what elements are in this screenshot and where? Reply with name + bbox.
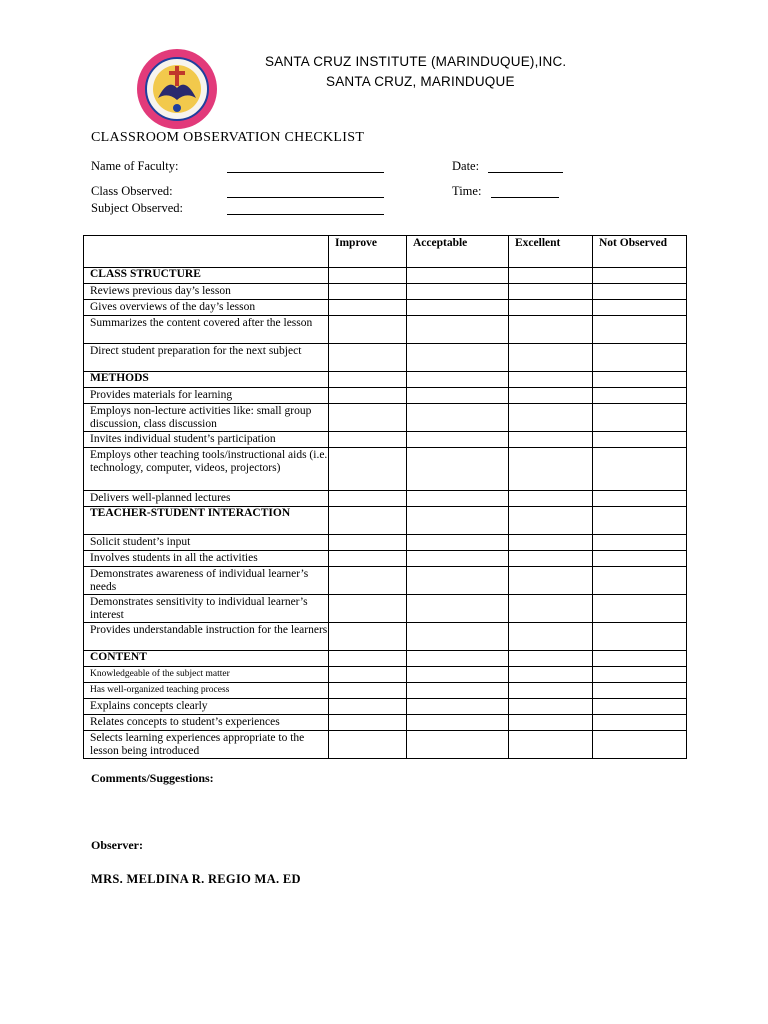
rating-cell[interactable] xyxy=(407,404,509,432)
rating-cell xyxy=(407,372,509,388)
column-header: Excellent xyxy=(509,236,593,268)
criterion-label: Demonstrates awareness of individual learner’s needs xyxy=(84,567,329,595)
rating-cell[interactable] xyxy=(329,551,407,567)
rating-cell[interactable] xyxy=(329,404,407,432)
rating-cell[interactable] xyxy=(407,300,509,316)
rating-cell[interactable] xyxy=(329,284,407,300)
institution-name: SANTA CRUZ INSTITUTE (MARINDUQUE),INC. xyxy=(265,54,567,69)
rating-cell[interactable] xyxy=(593,567,687,595)
section-heading: CONTENT xyxy=(84,651,329,667)
criterion-label: Involves students in all the activities xyxy=(84,551,329,567)
rating-cell xyxy=(593,372,687,388)
rating-cell[interactable] xyxy=(509,715,593,731)
criterion-label: Employs other teaching tools/instructional aids (i.e. technology, computer, videos, projectors) xyxy=(84,448,329,491)
rating-cell[interactable] xyxy=(593,284,687,300)
institution-address: SANTA CRUZ, MARINDUQUE xyxy=(326,74,515,89)
criteria-header xyxy=(84,236,329,268)
rating-cell[interactable] xyxy=(407,699,509,715)
rating-cell[interactable] xyxy=(407,448,509,491)
rating-cell[interactable] xyxy=(329,316,407,344)
rating-cell[interactable] xyxy=(593,551,687,567)
faculty-field[interactable] xyxy=(227,172,384,173)
rating-cell[interactable] xyxy=(509,284,593,300)
rating-cell[interactable] xyxy=(329,699,407,715)
rating-cell xyxy=(407,651,509,667)
table-row xyxy=(84,404,687,432)
rating-cell[interactable] xyxy=(407,731,509,759)
rating-cell[interactable] xyxy=(407,344,509,372)
rating-cell[interactable] xyxy=(407,432,509,448)
table-row xyxy=(84,731,687,759)
rating-cell[interactable] xyxy=(509,432,593,448)
rating-cell[interactable] xyxy=(509,344,593,372)
rating-cell[interactable] xyxy=(407,491,509,507)
criterion-label: Knowledgeable of the subject matter xyxy=(84,667,329,683)
rating-cell[interactable] xyxy=(509,683,593,699)
subject-label: Subject Observed: xyxy=(91,201,183,215)
rating-cell[interactable] xyxy=(509,699,593,715)
table-row xyxy=(84,699,687,715)
date-label: Date: xyxy=(452,159,480,173)
rating-cell[interactable] xyxy=(329,595,407,623)
table-row xyxy=(84,388,687,404)
rating-cell[interactable] xyxy=(329,388,407,404)
table-row xyxy=(84,344,687,372)
form-title: CLASSROOM OBSERVATION CHECKLIST xyxy=(91,130,365,145)
criterion-label: Employs non-lecture activities like: small group discussion, class discussion xyxy=(84,404,329,432)
rating-cell xyxy=(407,507,509,535)
rating-cell[interactable] xyxy=(329,715,407,731)
table-row xyxy=(84,448,687,491)
rating-cell[interactable] xyxy=(407,388,509,404)
rating-cell[interactable] xyxy=(407,551,509,567)
table-row xyxy=(84,551,687,567)
section-heading: TEACHER-STUDENT INTERACTION xyxy=(84,507,329,535)
section-heading: CLASS STRUCTURE xyxy=(84,268,329,284)
rating-cell[interactable] xyxy=(407,683,509,699)
rating-cell xyxy=(407,268,509,284)
table-row xyxy=(84,284,687,300)
rating-cell[interactable] xyxy=(509,731,593,759)
table-row xyxy=(84,567,687,595)
criterion-label: Invites individual student’s participation xyxy=(84,432,329,448)
rating-cell[interactable] xyxy=(329,567,407,595)
rating-cell[interactable] xyxy=(407,715,509,731)
rating-cell xyxy=(329,651,407,667)
criterion-label: Demonstrates sensitivity to individual learner’s interest xyxy=(84,595,329,623)
section-row xyxy=(84,651,687,667)
criterion-label: Gives overviews of the day’s lesson xyxy=(84,300,329,316)
rating-cell[interactable] xyxy=(593,667,687,683)
faculty-label: Name of Faculty: xyxy=(91,159,179,173)
rating-cell[interactable] xyxy=(593,623,687,651)
rating-cell[interactable] xyxy=(593,432,687,448)
time-label: Time: xyxy=(452,184,482,198)
rating-cell[interactable] xyxy=(593,316,687,344)
rating-cell[interactable] xyxy=(593,448,687,491)
section-row xyxy=(84,372,687,388)
table-row xyxy=(84,683,687,699)
rating-cell[interactable] xyxy=(509,316,593,344)
rating-cell[interactable] xyxy=(509,388,593,404)
subject-field[interactable] xyxy=(227,214,384,215)
rating-cell[interactable] xyxy=(509,595,593,623)
rating-cell[interactable] xyxy=(593,731,687,759)
rating-cell[interactable] xyxy=(329,491,407,507)
rating-cell xyxy=(329,507,407,535)
criterion-label: Provides materials for learning xyxy=(84,388,329,404)
time-field[interactable] xyxy=(491,197,559,198)
rating-cell[interactable] xyxy=(509,551,593,567)
rating-cell[interactable] xyxy=(593,344,687,372)
table-row xyxy=(84,595,687,623)
date-field[interactable] xyxy=(488,172,563,173)
rating-cell[interactable] xyxy=(407,623,509,651)
column-header: Improve xyxy=(329,236,407,268)
rating-cell xyxy=(593,507,687,535)
rating-cell[interactable] xyxy=(593,404,687,432)
table-row xyxy=(84,491,687,507)
criterion-label: Solicit student’s input xyxy=(84,535,329,551)
rating-cell[interactable] xyxy=(509,623,593,651)
rating-cell[interactable] xyxy=(407,567,509,595)
rating-cell[interactable] xyxy=(329,448,407,491)
rating-cell xyxy=(509,372,593,388)
class-label: Class Observed: xyxy=(91,184,173,198)
table-row xyxy=(84,432,687,448)
rating-cell xyxy=(593,268,687,284)
rating-cell[interactable] xyxy=(509,491,593,507)
class-field[interactable] xyxy=(227,197,384,198)
table-header-row xyxy=(84,236,687,268)
rating-cell[interactable] xyxy=(509,667,593,683)
criterion-label: Direct student preparation for the next subject xyxy=(84,344,329,372)
rating-cell[interactable] xyxy=(329,683,407,699)
rating-cell[interactable] xyxy=(329,300,407,316)
rating-cell[interactable] xyxy=(407,667,509,683)
rating-cell xyxy=(509,268,593,284)
rating-cell xyxy=(329,372,407,388)
rating-cell[interactable] xyxy=(593,595,687,623)
section-heading: METHODS xyxy=(84,372,329,388)
rating-cell[interactable] xyxy=(593,715,687,731)
observer-label: Observer: xyxy=(91,838,143,852)
observation-checklist-table xyxy=(83,235,687,759)
rating-cell[interactable] xyxy=(407,535,509,551)
criterion-label: Provides understandable instruction for the learners xyxy=(84,623,329,651)
table-row xyxy=(84,667,687,683)
section-row xyxy=(84,507,687,535)
rating-cell[interactable] xyxy=(329,623,407,651)
criterion-label: Relates concepts to student’s experiences xyxy=(84,715,329,731)
table-row xyxy=(84,535,687,551)
rating-cell xyxy=(509,651,593,667)
column-header: Acceptable xyxy=(407,236,509,268)
rating-cell[interactable] xyxy=(593,300,687,316)
rating-cell[interactable] xyxy=(593,535,687,551)
rating-cell[interactable] xyxy=(593,699,687,715)
rating-cell[interactable] xyxy=(509,300,593,316)
column-header: Not Observed xyxy=(593,236,687,268)
rating-cell[interactable] xyxy=(509,404,593,432)
rating-cell[interactable] xyxy=(329,535,407,551)
rating-cell[interactable] xyxy=(407,595,509,623)
comments-label: Comments/Suggestions: xyxy=(91,771,214,785)
rating-cell[interactable] xyxy=(329,432,407,448)
section-row xyxy=(84,268,687,284)
rating-cell[interactable] xyxy=(329,667,407,683)
rating-cell xyxy=(509,507,593,535)
school-seal-icon xyxy=(136,48,218,130)
criterion-label: Summarizes the content covered after the lesson xyxy=(84,316,329,344)
observer-name: MRS. MELDINA R. REGIO MA. ED xyxy=(91,872,301,886)
table-row xyxy=(84,300,687,316)
rating-cell[interactable] xyxy=(329,344,407,372)
criterion-label: Has well-organized teaching process xyxy=(84,683,329,699)
table-row xyxy=(84,715,687,731)
rating-cell[interactable] xyxy=(509,448,593,491)
criterion-label: Reviews previous day’s lesson xyxy=(84,284,329,300)
table-row xyxy=(84,316,687,344)
table-row xyxy=(84,623,687,651)
rating-cell[interactable] xyxy=(407,284,509,300)
rating-cell[interactable] xyxy=(593,683,687,699)
criterion-label: Explains concepts clearly xyxy=(84,699,329,715)
rating-cell xyxy=(593,651,687,667)
rating-cell[interactable] xyxy=(509,567,593,595)
rating-cell[interactable] xyxy=(593,491,687,507)
rating-cell[interactable] xyxy=(593,388,687,404)
rating-cell xyxy=(329,268,407,284)
criterion-label: Selects learning experiences appropriate to the lesson being introduced xyxy=(84,731,329,759)
rating-cell[interactable] xyxy=(329,731,407,759)
rating-cell[interactable] xyxy=(407,316,509,344)
criterion-label: Delivers well-planned lectures xyxy=(84,491,329,507)
rating-cell[interactable] xyxy=(509,535,593,551)
